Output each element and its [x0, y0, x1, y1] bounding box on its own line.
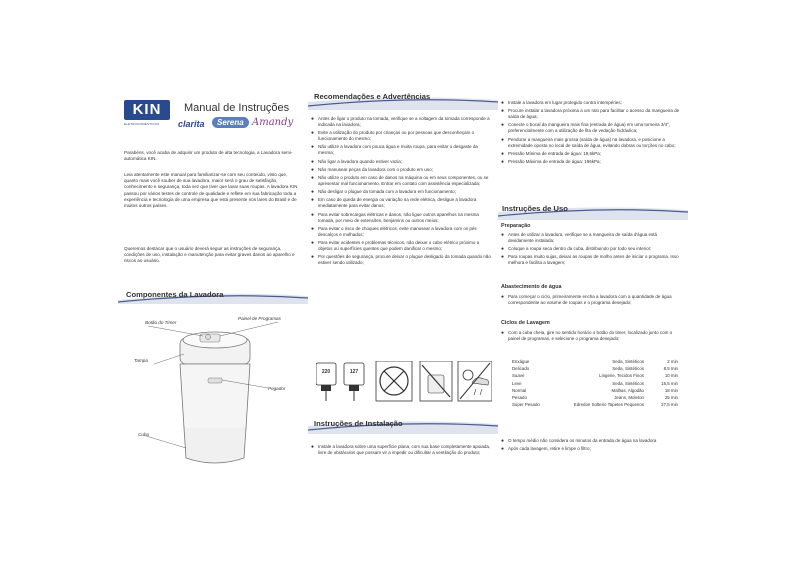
manual-title: Manual de Instruções: [184, 102, 290, 114]
installation-list-col3: [501, 100, 683, 167]
list-item: ● Instale a lavadora sobre uma superfície plana, com sua base completamente apoiada, livre de obstáculos que possam vir a impedir ou dificultar a ventilação do produto;: [311, 444, 491, 455]
volt-127-label: 127: [349, 369, 359, 375]
list-item: ● Após cada lavagem, retire e limpe o filtro;: [501, 446, 591, 453]
usage-title: Instruções de Uso: [502, 204, 568, 213]
list-item: ● Não utilize a lavadora com pouca água e muita roupa, para evitar o desgaste da mesma;: [311, 144, 478, 156]
list-item: ● Não desligar o plugue da tomada com a lavadora em funcionamento;: [311, 189, 456, 196]
label-painel-programas: Painel de Programas: [238, 316, 281, 321]
table-row: Enxágue Seda, Sintéticos 2 min: [512, 359, 678, 364]
list-item: ● Por questões de segurança, procure deixar o plugue desligado da tomada quando não estiver sendo utilizado;: [311, 254, 491, 266]
recommendations-column: [308, 86, 498, 480]
list-item: ● Para roupas muito sujas, deixar as roupas de molho antes de iniciar o programa. Isso melhora e facilita a lavagem;: [501, 254, 679, 266]
cycles-table: [512, 359, 682, 409]
table-row: Normal Malhas, Algodão 18 min: [512, 387, 678, 393]
no-plug-pull-icon: [376, 361, 412, 401]
list-item: ● Pressão Máxima de entrada de água: 196kPa;: [501, 158, 601, 165]
list-item: ● Coloque a roupa seca dentro da cuba, distribuindo por todo seu interior;: [501, 246, 652, 253]
label-botao-timer: Botão do Timer: [145, 320, 177, 325]
components-title: Componentes da Lavadora: [126, 290, 224, 299]
installation-list-col2: [311, 444, 493, 458]
prep-title: Preparação: [501, 223, 531, 229]
cycles-list: [501, 330, 683, 344]
washer-diagram: [118, 308, 308, 480]
table-row: Leve Seda, Sintéticos 16,5 min: [512, 380, 678, 386]
list-item: ● Não manusear peças da lavadora com o produto em uso;: [311, 166, 433, 173]
list-item: ● Conecte o bocal da mangueira mais fina (entrada de água) em uma torneira 3/4", preferencialmente com a utilização de fita de vedação hidráulica;: [501, 122, 670, 134]
list-item: ● Para começar o ciclo, primeiramente encha a lavadora com a quantidade de água correspondente ao volume de roupas e o programa desejado;: [501, 294, 672, 305]
intro-paragraph-3: Queremos destacar que o usuário deverá seguir as instruções de segurança, condições de uso, instalação e manutenção para evitar graves danos ao aparelho e riscos ao usuário.: [124, 246, 295, 264]
cycles-title: Ciclos de Lavagem: [501, 320, 550, 326]
intro-paragraph-1: Parabéns, você acaba de adquirir um produto de alta tecnologia, a Lavadora semi-automática KIN.: [124, 150, 293, 162]
list-item: ● Para evitar sobrecargas elétricas e danos, não ligue outros aparelhos na mesma tomada, por meio de extensões, benjamins ou outros meios;: [311, 211, 479, 223]
safety-icons: [316, 361, 492, 403]
no-water-icon: [420, 361, 452, 401]
kin-logo: KIN: [124, 100, 170, 120]
intro-paragraph-2: Leia atentamente este manual para familiarizar-se com seu conteúdo, visto que, quanto mais você souber de sua lavadora, maior será o grau de satisfação, conhecimento e segurança, toda vez que tiver que lavar suas roupas. A lavadora KIN passou por vários testes de controle de qualidade e reflete em sua fabricação toda a experiência e tecnologia de uma empresa que está presente nos lares do Brasil e de muitos outros países.: [124, 172, 298, 209]
list-item: ● Com a cuba cheia, gire no sentido horário o botão do timer, localizado junto com o painel de programas, e selecione o programa desejado;: [501, 330, 673, 341]
list-item: ● Para evitar o risco de choques elétricos, evite manusear a lavadora com os pés descalços e molhados;: [311, 225, 477, 237]
table-row: Pesado Jeans, Moleton 25 min: [512, 394, 678, 400]
list-item: ● Não utilize o produto em caso de danos na máquina ou em seus componentes, ou se apresentar mal funcionamento. Entrar em contato com assistência especializada;: [311, 174, 489, 186]
recommendations-list: [311, 116, 493, 268]
table-row: Suave Lingerie, Tecidos Finos 10 min: [512, 373, 678, 379]
label-cuba: Cuba: [138, 432, 149, 437]
cover-column: [118, 86, 308, 480]
label-pegador: Pegador: [268, 386, 286, 391]
installation-title: Instruções de Instalação: [314, 419, 403, 428]
brand-serena: Serena: [212, 117, 249, 128]
list-item: ● Instale a lavadora em lugar protegido contra intempéries;: [501, 100, 622, 106]
water-list: [501, 294, 683, 308]
list-item: ● Em caso de queda de energia ou variação na rede elétrica, desligue a lavadora imediatamente para evitar danos;: [311, 197, 477, 209]
table-row: Super Pesado Edredon Solteiro Tapetes Pequenos 27,5 min: [512, 402, 678, 408]
after-list: [501, 438, 683, 454]
manual-page: [118, 86, 688, 480]
list-item: ● Pressão Mínima de entrada de água: 19,6kPa;: [501, 150, 602, 157]
brand-clarita: clarita: [178, 119, 205, 129]
no-weather-icon: [458, 361, 492, 401]
kin-logo-subtitle: ELETRODOMÉSTICOS: [124, 122, 160, 126]
table-row: Delicado Seda, Sintéticos 8,5 min: [512, 366, 678, 372]
volt-220-label: 220: [321, 369, 331, 375]
water-title: Abastecimento de água: [501, 284, 562, 290]
brand-amandy: Amandy: [252, 117, 294, 128]
list-item: ● O tempo médio não considera os minutos da entrada de água na lavadora: [501, 438, 657, 444]
list-item: ● Antes de utilizar a lavadora, verifique se a mangueira de saída d'água está devidamente instalada;: [501, 232, 657, 243]
list-item: ● Pendurar a mangueira mais grossa (saída de água) na lavadora, e posicione a extremidade oposta no local de saída de água, evitando dobras ou torções no cabo;: [501, 136, 676, 148]
list-item: ● Antes de ligar o produto na tomada, verifique se a voltagem da tomada corresponde a indicada na lavadora;: [311, 116, 490, 127]
list-item: ● Não ligar a lavadora quando estiver vazia;: [311, 158, 403, 165]
usage-column: [498, 86, 688, 480]
list-item: ● Evite a utilização do produto por crianças ou por pessoas que desconheçam o funcionamento do mesmo;: [311, 130, 475, 142]
label-tampa: Tampa: [134, 358, 148, 363]
list-item: ● Procure instalar a lavadora próxima a um ralo para facilitar o acesso da mangueira de saída de água;: [501, 108, 680, 120]
washer-illustration: [118, 308, 308, 480]
recommendations-title: Recomendações e Advertências: [314, 92, 431, 101]
prep-list: [501, 232, 683, 269]
list-item: ● Para evitar acidentes e problemas técnicos, não deixar o cabo elétrico próximo a objetos ou superfícies quentes que podem danificar o mesmo;: [311, 239, 480, 251]
